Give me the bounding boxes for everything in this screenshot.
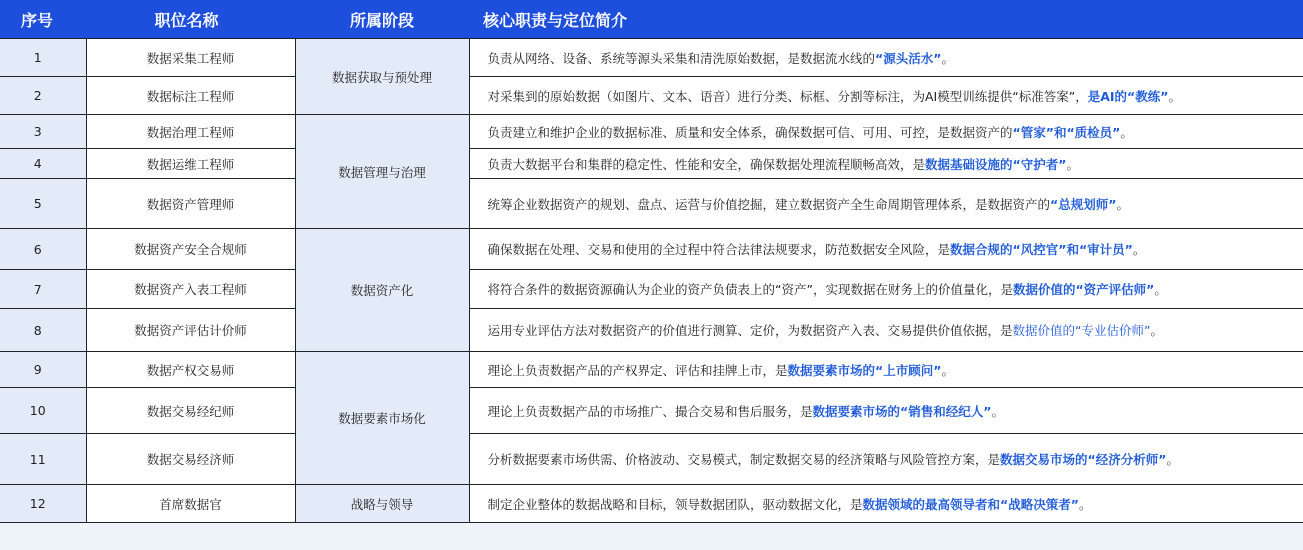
table-row — [0, 149, 1303, 179]
stage-cell: 数据资产化 — [295, 229, 469, 352]
row-index: 6 — [0, 229, 86, 270]
table-row — [0, 115, 1303, 149]
desc-highlight: “管家”和“质检员” — [1012, 124, 1121, 140]
desc-highlight: 数据价值的“专业估价师” — [1012, 323, 1151, 338]
table-row — [0, 485, 1303, 523]
desc-tail: 。 — [1166, 452, 1179, 467]
table-row — [0, 388, 1303, 434]
desc-highlight: 数据领域的最高领导者和“战略决策者” — [862, 496, 1079, 512]
row-index: 12 — [0, 485, 86, 523]
desc-tail: 。 — [1154, 282, 1167, 297]
row-desc — [469, 149, 1303, 179]
row-desc — [469, 352, 1303, 388]
row-desc — [469, 270, 1303, 309]
table-header-row — [0, 0, 1303, 39]
desc-text: 理论上负责数据产品的产权界定、评估和挂牌上市，是 — [487, 362, 788, 378]
row-title: 数据产权交易师 — [86, 352, 295, 388]
row-desc — [469, 388, 1303, 434]
desc-highlight: “源头活水” — [875, 50, 942, 66]
row-title: 首席数据官 — [86, 485, 295, 523]
table-row — [0, 39, 1303, 77]
stage-cell: 战略与领导 — [295, 485, 469, 523]
desc-text: 理论上负责数据产品的市场推广、撮合交易和售后服务，是 — [487, 403, 813, 419]
row-index: 4 — [0, 149, 86, 179]
desc-tail: 。 — [1132, 242, 1146, 257]
table-row — [0, 229, 1303, 270]
row-title: 数据标注工程师 — [86, 77, 295, 115]
desc-highlight: 数据要素市场的“销售和经纪人” — [812, 403, 992, 419]
row-title: 数据资产管理师 — [86, 179, 295, 229]
row-desc — [469, 309, 1303, 352]
header-desc: 核心职责与定位简介 — [469, 0, 1303, 39]
desc-highlight: 数据交易市场的“经济分析师” — [1000, 452, 1167, 467]
desc-text: 负责建立和维护企业的数据标准、质量和安全体系，确保数据可信、可用、可控，是数据资产的 — [487, 124, 1013, 140]
table-row — [0, 77, 1303, 115]
desc-tail: 。 — [1168, 88, 1181, 104]
row-index: 8 — [0, 309, 86, 352]
desc-text: 运用专业评估方法对数据资产的价值进行测算、定价，为数据资产入表、交易提供价值依据，是 — [487, 323, 1013, 338]
row-index: 2 — [0, 77, 86, 115]
row-desc — [469, 434, 1303, 485]
row-title: 数据治理工程师 — [86, 115, 295, 149]
desc-text: 负责从网络、设备、系统等源头采集和清洗原始数据，是数据流水线的 — [487, 50, 876, 66]
desc-tail: 。 — [1116, 196, 1129, 212]
desc-highlight: “总规划师” — [1050, 196, 1117, 212]
desc-highlight: 数据基础设施的“守护者” — [925, 156, 1067, 172]
row-title: 数据资产入表工程师 — [86, 270, 295, 309]
stage-cell: 数据管理与治理 — [295, 115, 469, 229]
row-index: 7 — [0, 270, 86, 309]
table-row — [0, 434, 1303, 485]
row-desc — [469, 115, 1303, 149]
row-desc — [469, 39, 1303, 77]
row-index: 10 — [0, 388, 86, 434]
desc-tail: 。 — [1120, 124, 1133, 140]
header-stage: 所属阶段 — [295, 0, 469, 39]
desc-tail: 。 — [941, 50, 954, 66]
header-title: 职位名称 — [86, 0, 295, 39]
desc-tail: 。 — [941, 362, 954, 378]
row-index: 1 — [0, 39, 86, 77]
desc-text: 确保数据在处理、交易和使用的全过程中符合法律法规要求，防范数据安全风险，是 — [487, 242, 951, 257]
row-title: 数据交易经纪师 — [86, 388, 295, 434]
row-title: 数据采集工程师 — [86, 39, 295, 77]
table-row — [0, 179, 1303, 229]
desc-text: 制定企业整体的数据战略和目标，领导数据团队，驱动数据文化，是 — [487, 496, 863, 512]
desc-text: 对采集到的原始数据（如图片、文本、语音）进行分类、标框、分割等标注，为AI模型训练提供“标准答案”， — [487, 88, 1088, 104]
desc-text: 分析数据要素市场供需、价格波动、交易模式，制定数据交易的经济策略与风险管控方案，是 — [487, 452, 1001, 467]
table-row — [0, 352, 1303, 388]
row-desc — [469, 229, 1303, 270]
row-desc — [469, 77, 1303, 115]
desc-tail: 。 — [1066, 156, 1079, 172]
row-index: 5 — [0, 179, 86, 229]
desc-tail: 。 — [1078, 496, 1092, 512]
desc-text: 统筹企业数据资产的规划、盘点、运营与价值挖掘，建立数据资产全生命周期管理体系，是数据资产的 — [487, 196, 1051, 212]
desc-tail: 。 — [1150, 323, 1163, 338]
row-index: 11 — [0, 434, 86, 485]
desc-highlight: 数据合规的“风控官”和“审计员” — [950, 242, 1133, 257]
row-index: 9 — [0, 352, 86, 388]
desc-text: 将符合条件的数据资源确认为企业的资产负债表上的“资产”，实现数据在财务上的价值量化，是 — [487, 282, 1013, 297]
desc-highlight: 是AI的“教练” — [1087, 88, 1169, 104]
header-index: 序号 — [0, 0, 86, 39]
row-desc — [469, 179, 1303, 229]
table-row — [0, 270, 1303, 309]
row-title: 数据资产评估计价师 — [86, 309, 295, 352]
table-row — [0, 309, 1303, 352]
row-title: 数据运维工程师 — [86, 149, 295, 179]
desc-tail: 。 — [991, 403, 1004, 419]
row-index: 3 — [0, 115, 86, 149]
stage-cell: 数据获取与预处理 — [295, 39, 469, 115]
row-title: 数据交易经济师 — [86, 434, 295, 485]
desc-highlight: 数据价值的“资产评估师” — [1012, 282, 1155, 297]
stage-cell: 数据要素市场化 — [295, 352, 469, 485]
row-desc — [469, 485, 1303, 523]
desc-highlight: 数据要素市场的“上市顾问” — [787, 362, 942, 378]
desc-text: 负责大数据平台和集群的稳定性、性能和安全，确保数据处理流程顺畅高效，是 — [487, 156, 926, 172]
row-title: 数据资产安全合规师 — [86, 229, 295, 270]
